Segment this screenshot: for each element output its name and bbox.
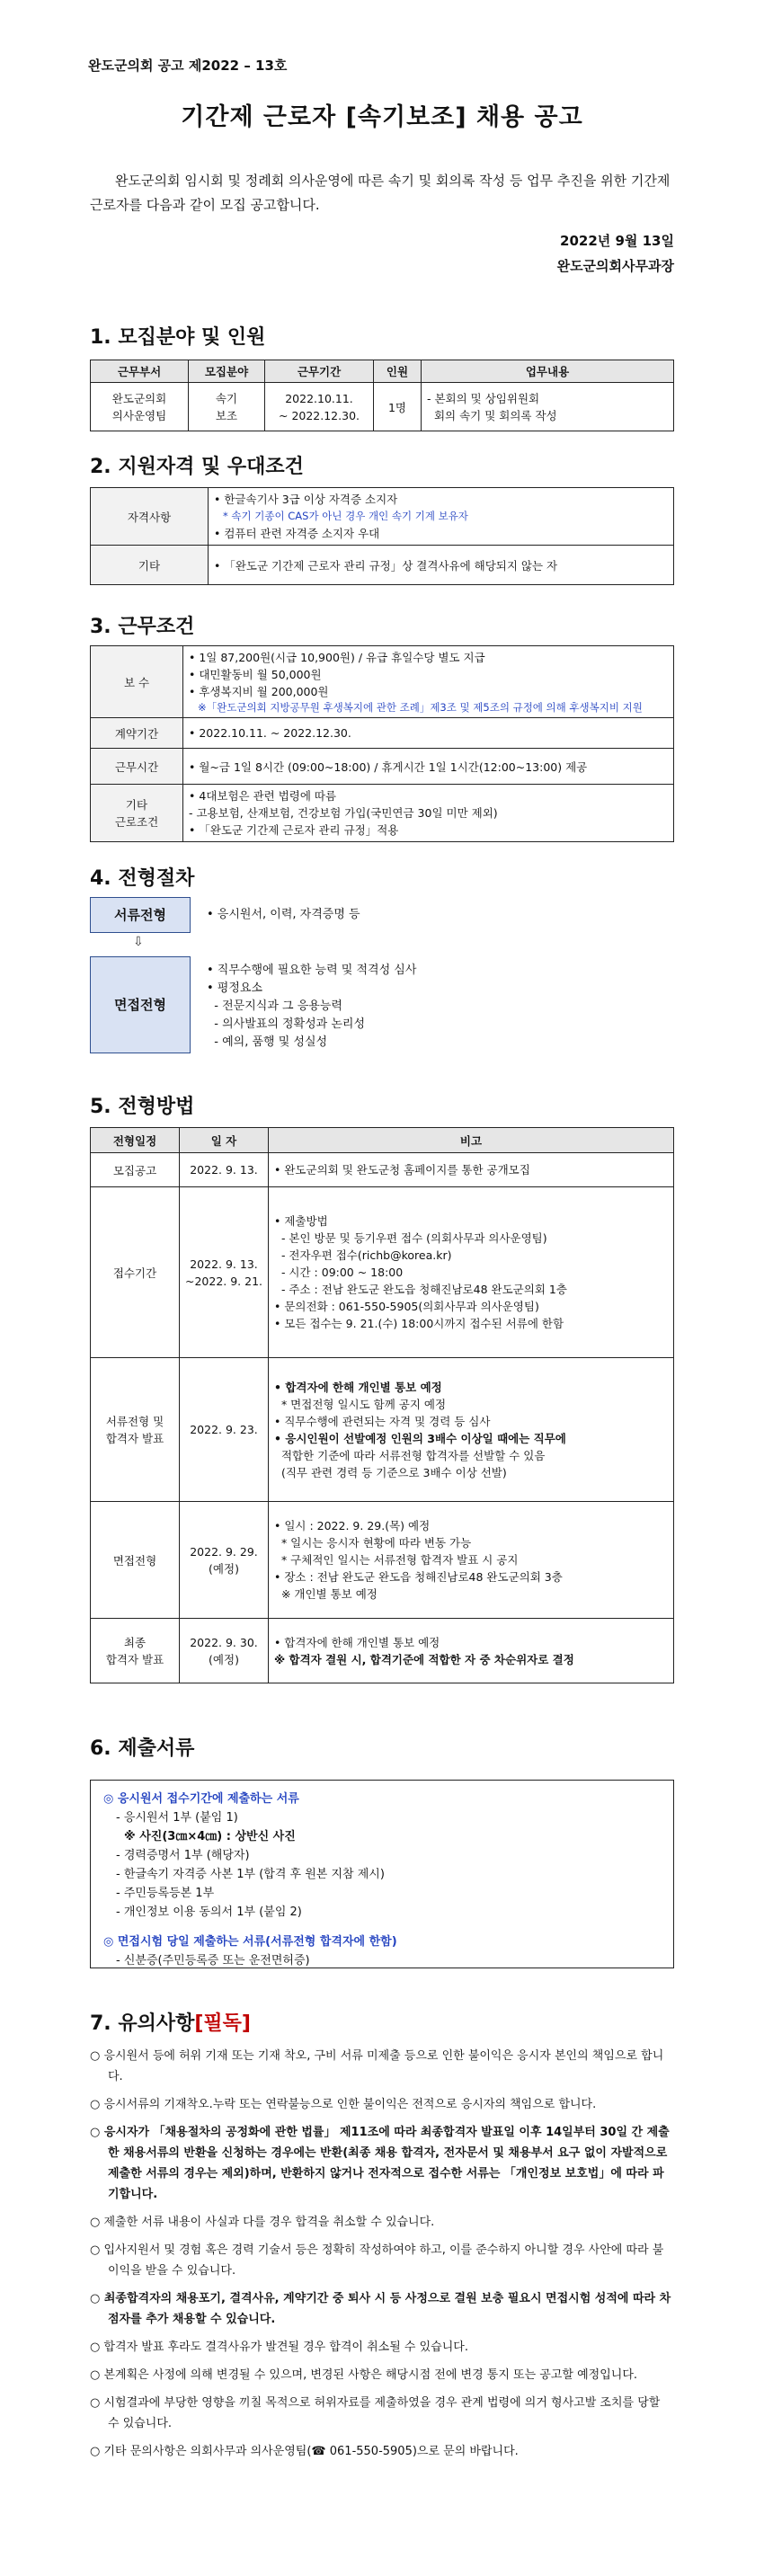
remark-line: (직무 관련 경력 등 기준으로 3배수 이상 선발) bbox=[274, 1465, 507, 1479]
remark-line: • 일시 : 2022. 9. 29.(목) 예정 bbox=[274, 1519, 431, 1532]
date-cell: 2022. 9. 13. ~2022. 9. 21. bbox=[180, 1187, 269, 1358]
list-item: - 응시원서 1부 (붙임 1) bbox=[116, 1811, 238, 1825]
step1-description: • 응시원서, 이력, 자격증명 등 bbox=[207, 908, 360, 921]
table-row bbox=[91, 1153, 674, 1187]
pay-line-3: • 후생복지비 월 200,000원 bbox=[189, 685, 329, 698]
date-cell: 2022. 9. 29. (예정) bbox=[180, 1502, 269, 1619]
list-item: - 신분증(주민등록증 또는 운전면허증) bbox=[116, 1954, 310, 1968]
other-line-3: • 「완도군 기간제 근로자 관리 규정」적용 bbox=[189, 823, 399, 837]
remark-line: • 완도군의회 및 완도군청 홈페이지를 통한 공개모집 bbox=[274, 1163, 530, 1177]
col-dept: 근무부서 bbox=[91, 360, 189, 383]
other-line-1: • 4대보험은 관련 법령에 따름 bbox=[189, 789, 337, 803]
remark-line: * 일시는 응시자 현황에 따라 변동 가능 bbox=[274, 1536, 472, 1550]
list-item: - 개인정보 이용 동의서 1부 (붙임 2) bbox=[116, 1905, 302, 1919]
note-item: ○ 입사지원서 및 경험 혹은 경력 기술서 등은 정확히 작성하여야 하고, 이를 준수하지 아니할 경우 사안에 따라 불이익을 받을 수 있습니다. bbox=[90, 2243, 664, 2278]
cell-duty: - 본회의 및 상임위원회 회의 속기 및 회의록 작성 bbox=[422, 383, 674, 431]
section-3-title: 3. 근무조건 bbox=[90, 616, 195, 638]
documents-box bbox=[90, 1780, 674, 1968]
col-field: 모집분야 bbox=[189, 360, 265, 383]
section-6-title: 6. 제출서류 bbox=[90, 1737, 195, 1760]
pay-line-2: • 대민활동비 월 50,000원 bbox=[189, 668, 322, 681]
step2-line: • 평정요소 bbox=[207, 982, 263, 995]
cell-period: 2022.10.11. ~ 2022.12.30. bbox=[265, 383, 374, 431]
cell-dept: 완도군의회 의사운영팀 bbox=[91, 383, 189, 431]
remark-line: • 직무수행에 관련되는 자격 및 경력 등 심사 bbox=[274, 1414, 491, 1428]
remark-line: • 문의전화 : 061-550-5905(의회사무과 의사운영팀) bbox=[274, 1300, 539, 1313]
qual-line-1: • 한글속기사 3급 이상 자격증 소지자 bbox=[214, 493, 398, 506]
col-stage: 전형일정 bbox=[91, 1128, 180, 1153]
col-remarks: 비고 bbox=[269, 1128, 674, 1153]
note-item: ○ 제출한 서류 내용이 사실과 다를 경우 합격을 취소할 수 있습니다. bbox=[90, 2216, 435, 2229]
selection-method-table bbox=[90, 1127, 674, 1683]
remark-line: • 합격자에 한해 개인별 통보 예정 bbox=[274, 1635, 440, 1649]
step2-line: - 예의, 품행 및 성실성 bbox=[207, 1035, 328, 1049]
stage-cell: 접수기간 bbox=[91, 1187, 180, 1358]
notice-number: 완도군의회 공고 제2022 – 13호 bbox=[88, 58, 288, 74]
remark-line: 적합한 기준에 따라 서류전형 합격자를 선발할 수 있음 bbox=[274, 1448, 546, 1462]
note-item: ○ 합격자 발표 후라도 결격사유가 발견될 경우 합격이 취소될 수 있습니다. bbox=[90, 2341, 468, 2354]
table-row bbox=[91, 1619, 674, 1683]
stage-cell: 면접전형 bbox=[91, 1502, 180, 1619]
table-row bbox=[91, 646, 674, 718]
stage-cell: 모집공고 bbox=[91, 1153, 180, 1187]
remark-line: • 합격자에 한해 개인별 통보 예정 bbox=[274, 1380, 442, 1394]
section-2-title: 2. 지원자격 및 우대조건 bbox=[90, 456, 304, 478]
other-line-2: - 고용보험, 산재보험, 건강보험 가입(국민연금 30일 미만 제외) bbox=[189, 806, 498, 820]
note-item: ○ 최종합격자의 채용포기, 결격사유, 계약기간 중 퇴사 시 등 사정으로 결원 보충 필요시 면접시험 성적에 따라 차점자를 추가 채용할 수 있습니다. bbox=[90, 2292, 671, 2326]
note-item: ○ 시험결과에 부당한 영향을 끼칠 목적으로 허위자료를 제출하였을 경우 관계 법령에 의거 형사고발 조치를 당할 수 있습니다. bbox=[90, 2396, 661, 2430]
list-item: - 한글속기 자격증 사본 1부 (합격 후 원본 지참 제시) bbox=[116, 1868, 385, 1881]
docs-group2-heading: ◎ 면접시험 당일 제출하는 서류(서류전형 합격자에 한함) bbox=[103, 1935, 397, 1949]
pay-content bbox=[183, 646, 674, 718]
section-7-title-text: 7. 유의사항 bbox=[90, 2012, 195, 2035]
remark-line: * 면접전형 일시도 함께 공지 예정 bbox=[274, 1397, 447, 1411]
table-header-row bbox=[91, 360, 674, 383]
remark-line: - 시간 : 09:00 ~ 18:00 bbox=[274, 1266, 404, 1279]
section-5-title: 5. 전형방법 bbox=[90, 1096, 195, 1118]
date-cell: 2022. 9. 30. (예정) bbox=[180, 1619, 269, 1683]
other-content bbox=[183, 785, 674, 842]
col-count: 인원 bbox=[374, 360, 422, 383]
remarks-cell bbox=[269, 1358, 674, 1502]
table-row bbox=[91, 1502, 674, 1619]
table-row bbox=[91, 383, 674, 431]
remark-line: * 구체적인 일시는 서류전형 합격자 발표 시 공지 bbox=[274, 1553, 519, 1567]
qual-note: * 속기 기종이 CAS가 아닌 경우 개인 속기 기계 보유자 bbox=[223, 510, 468, 522]
cell-field: 속기 보조 bbox=[189, 383, 265, 431]
remark-line: - 주소 : 전남 완도군 완도읍 청해진남로48 완도군의회 1층 bbox=[274, 1283, 567, 1296]
table-row bbox=[91, 1187, 674, 1358]
qual-label: 자격사항 bbox=[91, 488, 209, 546]
hours-content: • 월~금 1일 8시간 (09:00~18:00) / 휴게시간 1일 1시간(12:00~13:00) 제공 bbox=[183, 749, 674, 785]
other-label: 기타 근로조건 bbox=[91, 785, 183, 842]
table-row bbox=[91, 488, 674, 546]
contract-content: • 2022.10.11. ~ 2022.12.30. bbox=[183, 718, 674, 749]
note-item: ○ 응시서류의 기재착오.누락 또는 연락불능으로 인한 불이익은 전적으로 응시자의 책임으로 합니다. bbox=[90, 2098, 597, 2111]
page-title: 기간제 근로자 [속기보조] 채용 공고 bbox=[181, 103, 583, 131]
work-conditions-table bbox=[90, 645, 674, 842]
step2-line: - 의사발표의 정확성과 논리성 bbox=[207, 1017, 366, 1031]
arrow-down-icon: ⇩ bbox=[133, 935, 144, 949]
step2-line: • 직무수행에 필요한 능력 및 적격성 심사 bbox=[207, 964, 417, 977]
remark-line: - 본인 방문 및 등기우편 접수 (의회사무과 의사운영팀) bbox=[274, 1231, 547, 1245]
notice-date-block bbox=[557, 228, 674, 279]
remarks-cell bbox=[269, 1502, 674, 1619]
notice-date: 2022년 9월 13일 bbox=[560, 233, 674, 249]
section-1-title: 1. 모집분야 및 인원 bbox=[90, 326, 266, 349]
intro-paragraph: 완도군의회 임시회 및 정례회 의사운영에 따른 속기 및 회의록 작성 등 업무 추진을 위한 기간제 근로자를 다음과 같이 모집 공고합니다. bbox=[90, 173, 671, 213]
etc-content: • 「완도군 기간제 근로자 관리 규정」상 결격사유에 해당되지 않는 자 bbox=[209, 546, 674, 585]
qual-line-2: • 컴퓨터 관련 자격증 소지자 우대 bbox=[214, 527, 380, 540]
notes-list bbox=[90, 2046, 674, 2469]
must-read-tag: [필독] bbox=[194, 2012, 251, 2035]
table-row bbox=[91, 749, 674, 785]
remark-line: • 장소 : 전남 완도군 완도읍 청해진남로48 완도군의회 3층 bbox=[274, 1570, 563, 1584]
docs-group1-heading: ◎ 응시원서 접수기간에 제출하는 서류 bbox=[103, 1792, 299, 1806]
remark-line: • 응시인원이 선발예정 인원의 3배수 이상일 때에는 직무에 bbox=[274, 1431, 566, 1445]
etc-label: 기타 bbox=[91, 546, 209, 585]
issuer: 완도군의회사무과장 bbox=[556, 258, 674, 274]
docs-group1-list bbox=[103, 1808, 661, 1922]
remarks-cell bbox=[269, 1187, 674, 1358]
date-cell: 2022. 9. 23. bbox=[180, 1358, 269, 1502]
step2-line: - 전문지식과 그 응용능력 bbox=[207, 999, 342, 1013]
hours-label: 근무시간 bbox=[91, 749, 183, 785]
remark-line: • 모든 접수는 9. 21.(수) 18:00시까지 접수된 서류에 한함 bbox=[274, 1317, 564, 1330]
contract-label: 계약기간 bbox=[91, 718, 183, 749]
remark-line: - 전자우편 접수(richb@korea.kr) bbox=[274, 1248, 452, 1262]
table-row bbox=[91, 546, 674, 585]
pay-line-1: • 1일 87,200원(시급 10,900원) / 유급 휴일수당 별도 지급 bbox=[189, 651, 485, 664]
col-period: 근무기간 bbox=[265, 360, 374, 383]
docs-group2-list bbox=[103, 1951, 661, 1970]
table-row bbox=[91, 718, 674, 749]
date-cell: 2022. 9. 13. bbox=[180, 1153, 269, 1187]
list-item: ※ 사진(3㎝×4㎝) : 상반신 사진 bbox=[116, 1830, 296, 1843]
stage-cell: 최종 합격자 발표 bbox=[91, 1619, 180, 1683]
table-row bbox=[91, 1358, 674, 1502]
note-item: ○ 본계획은 사정에 의해 변경될 수 있으며, 변경된 사항은 해당시점 전에 변경 통지 또는 공고할 예정입니다. bbox=[90, 2368, 638, 2382]
remark-line: • 제출방법 bbox=[274, 1214, 328, 1228]
qual-content bbox=[209, 488, 674, 546]
list-item: - 경력증명서 1부 (해당자) bbox=[116, 1849, 250, 1862]
list-item: - 주민등록등본 1부 bbox=[116, 1887, 215, 1900]
qualification-table bbox=[90, 487, 674, 585]
note-item: ○ 기타 문의사항은 의회사무과 의사운영팀(☎ 061-550-5905)으로 문의 바랍니다. bbox=[90, 2445, 519, 2458]
stage-cell: 서류전형 및 합격자 발표 bbox=[91, 1358, 180, 1502]
step-interview: 면접전형 bbox=[90, 956, 191, 1053]
remarks-cell bbox=[269, 1619, 674, 1683]
col-date: 일 자 bbox=[180, 1128, 269, 1153]
cell-count: 1명 bbox=[374, 383, 422, 431]
step-document-screening: 서류전형 bbox=[90, 897, 191, 933]
step2-description bbox=[207, 962, 416, 1052]
col-duty: 업무내용 bbox=[422, 360, 674, 383]
recruit-field-table bbox=[90, 360, 674, 431]
table-header-row bbox=[91, 1128, 674, 1153]
remark-line: ※ 개인별 통보 예정 bbox=[274, 1587, 378, 1601]
remark-line: ※ 합격자 결원 시, 합격기준에 적합한 자 중 차순위자로 결정 bbox=[274, 1652, 574, 1666]
remarks-cell bbox=[269, 1153, 674, 1187]
pay-label: 보 수 bbox=[91, 646, 183, 718]
table-row bbox=[91, 785, 674, 842]
section-7-title bbox=[90, 2008, 251, 2036]
pay-note: ※「완도군의회 지방공무원 후생복지에 관한 조례」제3조 및 제5조의 규정에 의해 후생복지비 지원 bbox=[198, 701, 643, 714]
section-4-title: 4. 전형절차 bbox=[90, 867, 195, 890]
note-item: ○ 응시자가 「채용절차의 공정화에 관한 법률」 제11조에 따라 최종합격자 발표일 이후 14일부터 30일 간 제출한 채용서류의 반환을 신청하는 경우에는 반환(최종 채용 합격자, 전자문서 및 채용부서 요구 없이 자발적으로 제출한 서류의 경우는 제외)하며, 반환하지 않거나 전자적으로 접수한 서류는 「개인정보 보호법」에 따라 파기합니다. bbox=[90, 2126, 670, 2201]
note-item: ○ 응시원서 등에 허위 기재 또는 기재 착오, 구비 서류 미제출 등으로 인한 불이익은 응시자 본인의 책임으로 합니다. bbox=[90, 2049, 664, 2083]
